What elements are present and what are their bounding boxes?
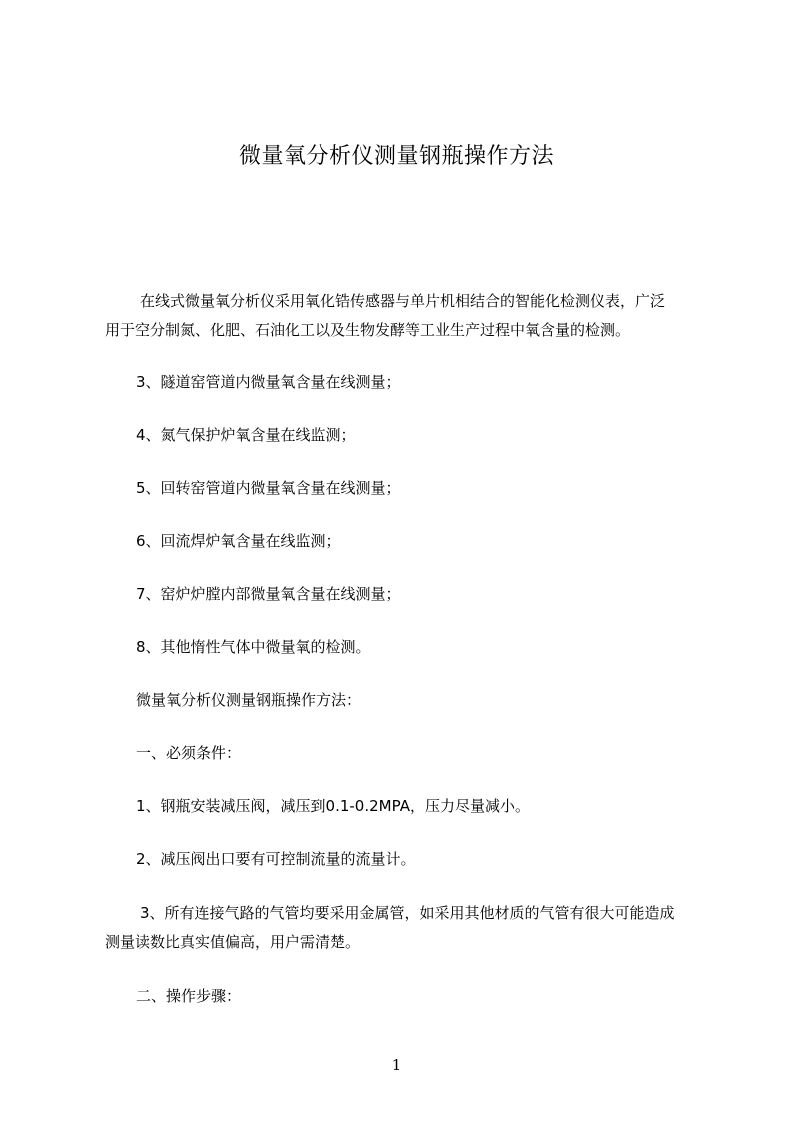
application-item: 5、回转窑管道内微量氧含量在线测量； — [136, 479, 401, 497]
condition-item-3-line-1: 3、所有连接气路的气管均要采用金属管，如采用其他材质的气管有很大可能造成 — [140, 904, 675, 922]
application-item: 3、隧道窑管道内微量氧含量在线测量； — [136, 373, 401, 391]
application-item: 4、氮气保护炉氧含量在线监测； — [136, 426, 356, 444]
application-item: 6、回流焊炉氧含量在线监测； — [136, 532, 341, 550]
application-item: 7、窑炉炉膛内部微量氧含量在线测量； — [136, 585, 401, 603]
condition-item: 2、减压阀出口要有可控制流量的流量计。 — [136, 850, 416, 868]
condition-item-3-line-2: 测量读数比真实值偏高，用户需清楚。 — [105, 933, 361, 951]
section-heading-conditions: 一、必须条件： — [136, 744, 242, 762]
intro-paragraph-line-2: 用于空分制氮、化肥、石油化工以及生物发酵等工业生产过程中氧含量的检测。 — [105, 321, 631, 339]
application-item: 8、其他惰性气体中微量氧的检测。 — [136, 638, 371, 656]
section-heading-steps: 二、操作步骤： — [136, 987, 242, 1005]
page-number: 1 — [391, 1056, 402, 1074]
method-heading: 微量氧分析仪测量钢瓶操作方法： — [136, 691, 362, 709]
condition-item: 1、钢瓶安装减压阀，减压到0.1-0.2MPA，压力尽量减小。 — [136, 797, 530, 815]
document-title: 微量氧分析仪测量钢瓶操作方法 — [238, 144, 554, 169]
intro-paragraph-line-1: 在线式微量氧分析仪采用氧化锆传感器与单片机相结合的智能化检测仪表，广泛 — [140, 292, 666, 310]
